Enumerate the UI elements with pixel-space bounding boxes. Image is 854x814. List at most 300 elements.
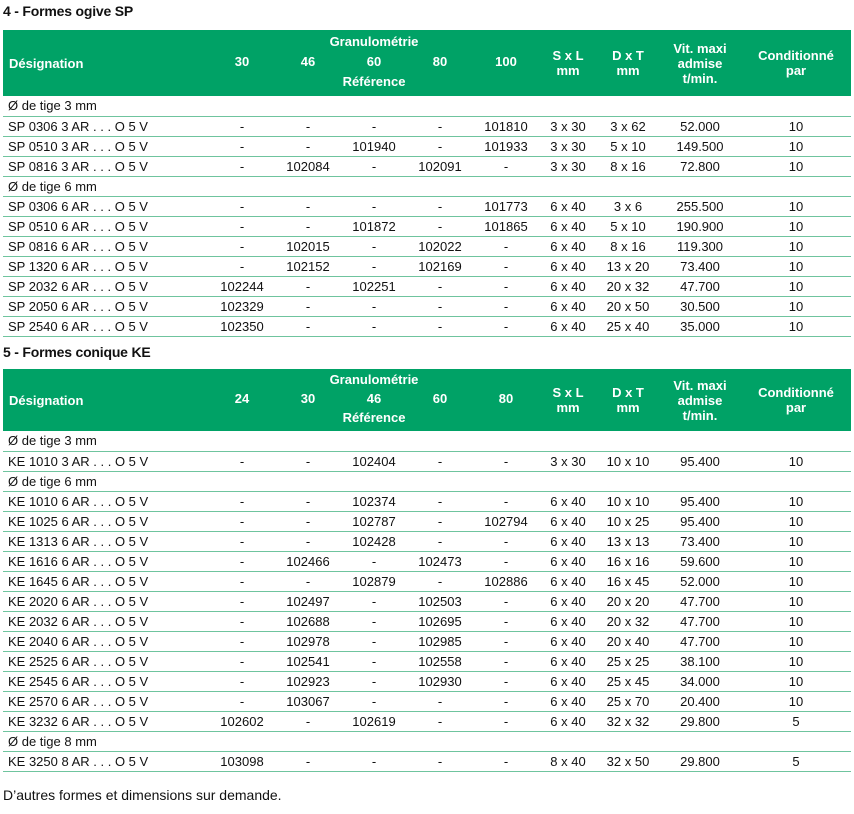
header-grit: 46 [366,391,382,406]
table-row [3,711,851,731]
table-cell: 34.000 [659,671,741,691]
table-cell: - [473,631,539,651]
table-cell: - [407,531,473,551]
table-cell: 20 x 50 [597,296,659,316]
table-cell: 101933 [473,136,539,156]
table-cell: 102350 [209,316,275,336]
table-cell: 6 x 40 [539,711,597,731]
table-cell: - [407,451,473,471]
header-reference: Référence [342,74,406,89]
table-cell: 5 x 10 [597,136,659,156]
table-cell: 10 [741,611,851,631]
table-cell: 102879 [341,571,407,591]
table-cell: 25 x 70 [597,691,659,711]
table-cell: 35.000 [659,316,741,336]
designation-cell: KE 2570 6 AR . . . O 5 V [3,691,209,711]
table-cell: 6 x 40 [539,571,597,591]
table-row [3,551,851,571]
table-cell: 102428 [341,531,407,551]
table-cell: - [209,216,275,236]
header-granulometry-group [209,369,539,431]
table-cell: - [275,116,341,136]
table-cell: 102503 [407,591,473,611]
table-cell: 3 x 62 [597,116,659,136]
table-cell: - [407,296,473,316]
table-cell: 47.700 [659,611,741,631]
table-cell: 10 x 25 [597,511,659,531]
table-cell: 8 x 40 [539,751,597,771]
header-conditionne: Conditionné par [741,30,851,96]
table-cell: 149.500 [659,136,741,156]
table-cell: - [407,276,473,296]
designation-cell: SP 2050 6 AR . . . O 5 V [3,296,209,316]
table-cell: 102541 [275,651,341,671]
table-cell: 20.400 [659,691,741,711]
table-cell: 95.400 [659,451,741,471]
table-cell: 47.700 [659,276,741,296]
table-cell: 5 [741,751,851,771]
table-cell: 5 [741,711,851,731]
table-cell: 102091 [407,156,473,176]
table-row [3,651,851,671]
table-cell: - [275,136,341,156]
table-cell: 13 x 13 [597,531,659,551]
table-row [3,236,851,256]
table-row [3,451,851,471]
table-cell: - [407,116,473,136]
table-cell: 25 x 25 [597,651,659,671]
header-grit: 80 [432,54,448,69]
table-cell: 20 x 32 [597,276,659,296]
shank-group-label: Ø de tige 3 mm [3,431,851,451]
designation-cell: SP 2540 6 AR . . . O 5 V [3,316,209,336]
table-cell: 10 [741,316,851,336]
table-cell: - [407,571,473,591]
table-row [3,296,851,316]
table-cell: - [341,751,407,771]
table-cell: - [341,611,407,631]
table-cell: 102329 [209,296,275,316]
table-cell: - [341,671,407,691]
table-cell: 102084 [275,156,341,176]
table-body [3,96,851,336]
table-cell: - [209,531,275,551]
shank-group-label: Ø de tige 6 mm [3,176,851,196]
table-cell: 5 x 10 [597,216,659,236]
table-cell: 101810 [473,116,539,136]
designation-cell: KE 1313 6 AR . . . O 5 V [3,531,209,551]
table-cell: 6 x 40 [539,511,597,531]
header-vit-maxi: Vit. maxi admise t/min. [659,30,741,96]
table-cell: - [473,611,539,631]
table-cell: 16 x 16 [597,551,659,571]
table-cell: 102787 [341,511,407,531]
table-cell: - [473,276,539,296]
table-cell: - [473,591,539,611]
header-sxl: S x L mm [539,369,597,431]
table-cell: 103098 [209,751,275,771]
table-cell: 32 x 50 [597,751,659,771]
table-cell: 10 [741,571,851,591]
designation-cell: SP 2032 6 AR . . . O 5 V [3,276,209,296]
header-vit-maxi: Vit. maxi admise t/min. [659,369,741,431]
footer-note: D’autres formes et dimensions sur demande. [3,787,282,803]
table-row [3,491,851,511]
table-body [3,431,851,771]
designation-cell: KE 2020 6 AR . . . O 5 V [3,591,209,611]
shank-group-row [3,731,851,751]
table-row [3,671,851,691]
header-reference: Référence [342,410,406,425]
table-cell: - [275,751,341,771]
header-grit: 100 [495,54,517,69]
section-title-ke: 5 - Formes conique KE [3,344,151,360]
table-cell: 102695 [407,611,473,631]
designation-cell: KE 1010 6 AR . . . O 5 V [3,491,209,511]
designation-cell: SP 0510 3 AR . . . O 5 V [3,136,209,156]
table-cell: 102374 [341,491,407,511]
table-cell: 102688 [275,611,341,631]
table-cell: 6 x 40 [539,531,597,551]
table-cell: - [341,631,407,651]
table-cell: 95.400 [659,511,741,531]
table-row [3,216,851,236]
table-cell: - [209,491,275,511]
section-title-sp: 4 - Formes ogive SP [3,3,134,19]
table-cell: 103067 [275,691,341,711]
table-cell: 20 x 20 [597,591,659,611]
designation-cell: KE 2545 6 AR . . . O 5 V [3,671,209,691]
table-cell: 102619 [341,711,407,731]
table-cell: - [209,236,275,256]
table-cell: - [275,571,341,591]
table-cell: - [275,216,341,236]
table-row [3,591,851,611]
table-cell: 102794 [473,511,539,531]
table-cell: - [473,711,539,731]
table-cell: 6 x 40 [539,671,597,691]
table-cell: 10 [741,491,851,511]
designation-cell: KE 1010 3 AR . . . O 5 V [3,451,209,471]
table-header [3,369,851,431]
table-cell: - [209,651,275,671]
table-cell: 20 x 40 [597,631,659,651]
table-cell: 95.400 [659,491,741,511]
table-cell: 101773 [473,196,539,216]
table-cell: - [341,236,407,256]
table-cell: 102985 [407,631,473,651]
table-cell: 10 x 10 [597,491,659,511]
table-cell: - [209,451,275,471]
table-cell: 10 [741,236,851,256]
header-dxt: D x T mm [597,369,659,431]
table-cell: 6 x 40 [539,631,597,651]
table-cell: 3 x 30 [539,116,597,136]
table-ke [3,369,851,772]
designation-cell: SP 0306 3 AR . . . O 5 V [3,116,209,136]
table-row [3,196,851,216]
table-cell: - [473,671,539,691]
table-cell: 30.500 [659,296,741,316]
table-cell: 10 [741,631,851,651]
table-cell: - [275,451,341,471]
table-cell: - [209,691,275,711]
shank-group-row [3,431,851,451]
table-cell: 10 [741,296,851,316]
table-cell: - [407,316,473,336]
table-sp [3,30,851,337]
table-cell: - [209,571,275,591]
table-cell: - [407,216,473,236]
table-cell: 10 [741,136,851,156]
table-cell: - [209,611,275,631]
table-cell: 102602 [209,711,275,731]
designation-cell: SP 0816 3 AR . . . O 5 V [3,156,209,176]
table-cell: 6 x 40 [539,551,597,571]
table-cell: - [209,551,275,571]
table-cell: 47.700 [659,631,741,651]
table-cell: - [473,256,539,276]
table-cell: 10 [741,511,851,531]
table-cell: - [275,531,341,551]
designation-cell: KE 3250 8 AR . . . O 5 V [3,751,209,771]
table-row [3,276,851,296]
table-cell: 6 x 40 [539,276,597,296]
table-cell: - [275,511,341,531]
table-cell: - [209,671,275,691]
header-granulometrie: Granulométrie [329,34,419,49]
table-cell: 102022 [407,236,473,256]
table-cell: - [473,156,539,176]
table-cell: 47.700 [659,591,741,611]
table-cell: - [341,591,407,611]
table-row [3,571,851,591]
table-cell: 29.800 [659,751,741,771]
table-cell: 52.000 [659,116,741,136]
table-header [3,30,851,96]
table-cell: - [473,531,539,551]
table-cell: - [209,156,275,176]
table-cell: 16 x 45 [597,571,659,591]
table-cell: 25 x 40 [597,316,659,336]
table-cell: 102886 [473,571,539,591]
header-grit: 24 [234,391,250,406]
table-cell: 101940 [341,136,407,156]
table-cell: 102404 [341,451,407,471]
designation-cell: KE 2032 6 AR . . . O 5 V [3,611,209,631]
table-cell: 72.800 [659,156,741,176]
designation-cell: KE 1616 6 AR . . . O 5 V [3,551,209,571]
table-cell: - [473,691,539,711]
table-cell: 29.800 [659,711,741,731]
table-cell: - [341,691,407,711]
table-cell: - [341,256,407,276]
table-cell: 102978 [275,631,341,651]
table-cell: - [341,651,407,671]
table-row [3,136,851,156]
table-cell: - [341,551,407,571]
table-cell: 6 x 40 [539,196,597,216]
shank-group-row [3,471,851,491]
table-cell: 6 x 40 [539,591,597,611]
table-cell: - [341,156,407,176]
table-cell: 102244 [209,276,275,296]
table-cell: 32 x 32 [597,711,659,731]
table-cell: 59.600 [659,551,741,571]
table-cell: 101872 [341,216,407,236]
table-row [3,256,851,276]
table-cell: - [209,511,275,531]
table-cell: 102497 [275,591,341,611]
shank-group-row [3,176,851,196]
table-cell: 10 [741,116,851,136]
table-cell: 101865 [473,216,539,236]
table-cell: 3 x 30 [539,451,597,471]
table-row [3,156,851,176]
table-cell: - [473,296,539,316]
table-cell: - [407,136,473,156]
table-cell: 102251 [341,276,407,296]
table-cell: 73.400 [659,531,741,551]
table-cell: 190.900 [659,216,741,236]
table-cell: 6 x 40 [539,691,597,711]
designation-cell: KE 2525 6 AR . . . O 5 V [3,651,209,671]
table-cell: 102015 [275,236,341,256]
header-conditionne: Conditionné par [741,369,851,431]
header-designation: Désignation [3,30,209,96]
header-grit: 30 [300,391,316,406]
table-cell: - [341,116,407,136]
header-designation: Désignation [3,369,209,431]
table-cell: - [209,116,275,136]
table-cell: - [341,316,407,336]
table-cell: - [275,711,341,731]
table-cell: 73.400 [659,256,741,276]
table-cell: 6 x 40 [539,316,597,336]
shank-group-label: Ø de tige 8 mm [3,731,851,751]
table-cell: - [209,591,275,611]
table-row [3,631,851,651]
table-cell: - [473,751,539,771]
designation-cell: KE 1645 6 AR . . . O 5 V [3,571,209,591]
table-cell: 102558 [407,651,473,671]
table-row [3,316,851,336]
header-sxl: S x L mm [539,30,597,96]
table-cell: 20 x 32 [597,611,659,631]
table-cell: 38.100 [659,651,741,671]
table-cell: 255.500 [659,196,741,216]
table-cell: 10 [741,156,851,176]
table-cell: - [275,491,341,511]
table-cell: - [473,316,539,336]
header-grit: 80 [498,391,514,406]
table-cell: 102923 [275,671,341,691]
table-cell: 102930 [407,671,473,691]
table-cell: 6 x 40 [539,611,597,631]
table-cell: 10 [741,196,851,216]
table-cell: - [473,236,539,256]
table-cell: 8 x 16 [597,236,659,256]
table-cell: - [209,196,275,216]
table-cell: 6 x 40 [539,236,597,256]
table-cell: 10 [741,651,851,671]
table-cell: 10 [741,671,851,691]
table-cell: 6 x 40 [539,256,597,276]
header-grit: 46 [300,54,316,69]
table-cell: 25 x 45 [597,671,659,691]
table-cell: 10 [741,276,851,296]
table-cell: 6 x 40 [539,296,597,316]
designation-cell: KE 3232 6 AR . . . O 5 V [3,711,209,731]
header-grit: 30 [234,54,250,69]
table-cell: - [473,451,539,471]
table-cell: - [275,276,341,296]
table-cell: 102152 [275,256,341,276]
table-cell: 6 x 40 [539,651,597,671]
designation-cell: SP 0306 6 AR . . . O 5 V [3,196,209,216]
table-cell: - [407,751,473,771]
designation-cell: SP 0510 6 AR . . . O 5 V [3,216,209,236]
table-cell: 10 x 10 [597,451,659,471]
table-cell: 8 x 16 [597,156,659,176]
table-cell: 13 x 20 [597,256,659,276]
table-cell: 10 [741,591,851,611]
table-cell: 6 x 40 [539,216,597,236]
table-cell: - [407,691,473,711]
table-cell: - [209,136,275,156]
table-cell: - [407,491,473,511]
table-cell: 52.000 [659,571,741,591]
table-cell: - [341,196,407,216]
table-cell: 10 [741,256,851,276]
table-cell: - [275,196,341,216]
table-row [3,691,851,711]
shank-group-label: Ø de tige 3 mm [3,96,851,116]
designation-cell: SP 0816 6 AR . . . O 5 V [3,236,209,256]
table-cell: - [275,316,341,336]
table-cell: 10 [741,531,851,551]
table-row [3,751,851,771]
table-cell: 10 [741,216,851,236]
table-cell: - [473,491,539,511]
table-cell: 10 [741,551,851,571]
table-cell: - [209,631,275,651]
designation-cell: KE 1025 6 AR . . . O 5 V [3,511,209,531]
table-cell: 102169 [407,256,473,276]
table-cell: - [341,296,407,316]
table-cell: 10 [741,451,851,471]
header-dxt: D x T mm [597,30,659,96]
table-cell: - [473,551,539,571]
header-grit: 60 [366,54,382,69]
table-cell: - [407,711,473,731]
shank-group-label: Ø de tige 6 mm [3,471,851,491]
header-granulometrie: Granulométrie [329,372,419,387]
table-cell: - [473,651,539,671]
header-granulometry-group [209,30,539,96]
table-cell: - [407,511,473,531]
table-row [3,511,851,531]
table-cell: 119.300 [659,236,741,256]
table-cell: 3 x 6 [597,196,659,216]
table-row [3,531,851,551]
table-row [3,116,851,136]
table-cell: - [209,256,275,276]
table-row [3,611,851,631]
table-cell: 10 [741,691,851,711]
designation-cell: KE 2040 6 AR . . . O 5 V [3,631,209,651]
table-cell: 102466 [275,551,341,571]
